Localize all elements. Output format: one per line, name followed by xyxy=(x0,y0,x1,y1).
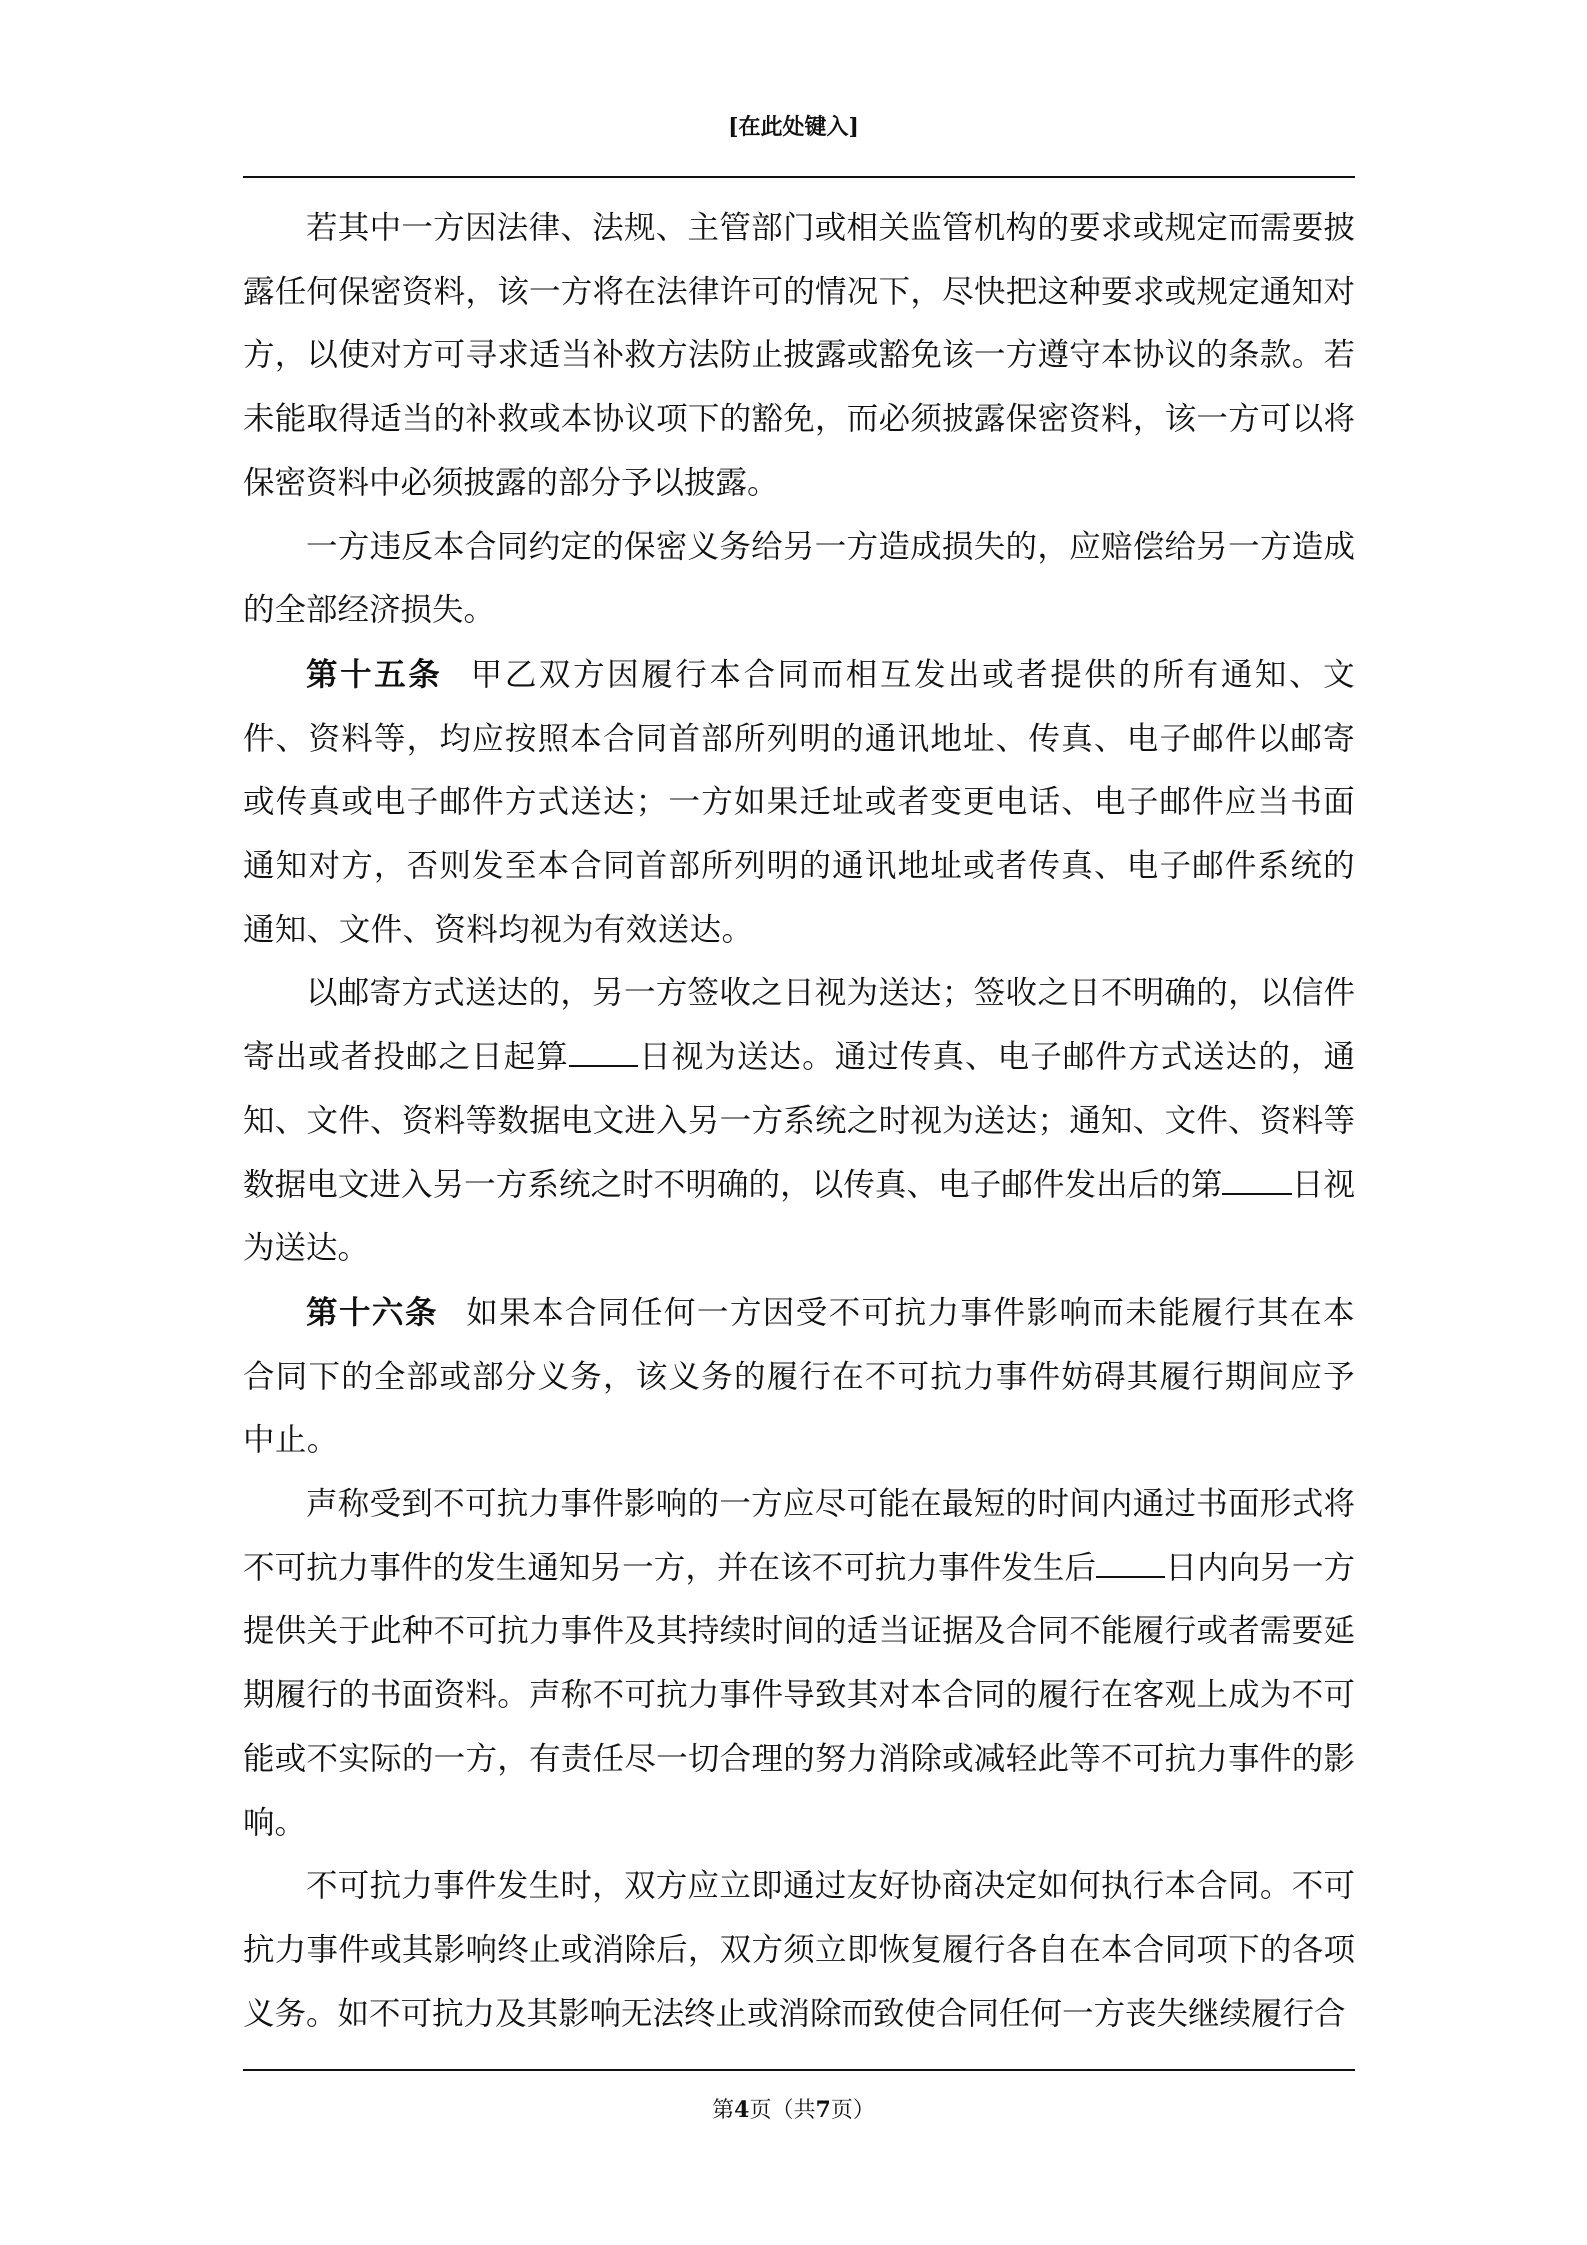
paragraph-confidential-disclosure: 若其中一方因法律、法规、主管部门或相关监管机构的要求或规定而需要披露任何保密资料，该一方将在法律许可的情况下，尽快把这种要求或规定通知对方，以使对方可寻求适当补救方法防止披露或豁免该一方遵守本协议的条款。若未能取得适当的补救或本协议项下的豁免，而必须披露保密资料，该一方可以将保密资料中必须披露的部分予以披露。 xyxy=(243,210,1355,501)
header-divider xyxy=(243,176,1355,178)
page-footer xyxy=(0,2095,1587,2126)
article-15 xyxy=(243,643,1355,963)
blank-days-field-1 xyxy=(569,1035,638,1067)
footer-prefix: 第 xyxy=(712,2098,735,2123)
delivery-text-part-2: 日视为送达。通过传真、电子邮件方式送达的，通知、文件、资料等数据电文进入另一方系统之时视为送达；通知、文件、资料等数据电文进入另一方系统之时不明确的，以传真、电子邮件发出后的第 xyxy=(243,1039,1355,1203)
article-15-text: 甲乙双方因履行本合同而相互发出或者提供的所有通知、文件、资料等，均应按照本合同首部所列明的通讯地址、传真、电子邮件以邮寄或传真或电子邮件方式送达；一方如果迁址或者变更电话、电子邮件应当书面通知对方，否则发至本合同首部所列明的通讯地址或者传真、电子邮件系统的通知、文件、资料均视为有效送达。 xyxy=(243,656,1355,948)
blank-days-field-2 xyxy=(1222,1163,1291,1195)
notice-text-part-2: 日内向另一方提供关于此种不可抗力事件及其持续时间的适当证据及合同不能履行或者需要延期履行的书面资料。声称不可抗力事件导致其对本合同的履行在客观上成为不可能或不实际的一方，有责任尽一切合理的努力消除或减轻此等不可抗力事件的影响。 xyxy=(243,1549,1355,1841)
paragraph-breach-compensation: 一方违反本合同约定的保密义务给另一方造成损失的，应赔偿给另一方造成的全部经济损失。 xyxy=(243,528,1355,629)
paragraph-force-majeure-consultation: 不可抗力事件发生时，双方应立即通过友好协商决定如何执行本合同。不可抗力事件或其影响终止或消除后，双方须立即恢复履行各自在本合同项下的各项义务。如不可抗力及其影响无法终止或消除而致使合同任何一方丧失继续履行合 xyxy=(243,1868,1355,2032)
delivery-text-part-3: 日视为送达。 xyxy=(243,1166,1355,1267)
article-15-heading: 第十五条 xyxy=(306,655,443,693)
footer-divider xyxy=(243,2069,1355,2071)
paragraph-force-majeure-notice xyxy=(243,1473,1355,1855)
current-page-number: 4 xyxy=(734,2097,750,2123)
footer-suffix: 页） xyxy=(830,2098,875,2123)
footer-middle: 页（共 xyxy=(749,2098,816,2123)
page-header: [在此处键入] xyxy=(728,114,859,140)
document-body xyxy=(243,197,1355,2046)
paragraph-delivery-timing xyxy=(243,962,1355,1281)
blank-days-field-3 xyxy=(1096,1546,1165,1578)
total-page-count: 7 xyxy=(815,2097,831,2123)
article-16 xyxy=(243,1281,1355,1473)
article-16-text: 如果本合同任何一方因受不可抗力事件影响而未能履行其在本合同下的全部或部分义务，该义务的履行在不可抗力事件妨碍其履行期间应予中止。 xyxy=(243,1294,1355,1459)
article-16-heading: 第十六条 xyxy=(306,1293,438,1331)
notice-text-part-1: 声称受到不可抗力事件影响的一方应尽可能在最短的时间内通过书面形式将不可抗力事件的发生通知另一方，并在该不可抗力事件发生后 xyxy=(243,1486,1355,1586)
delivery-text-part-1: 以邮寄方式送达的，另一方签收之日视为送达；签收之日不明确的，以信件寄出或者投邮之日起算 xyxy=(243,975,1355,1076)
